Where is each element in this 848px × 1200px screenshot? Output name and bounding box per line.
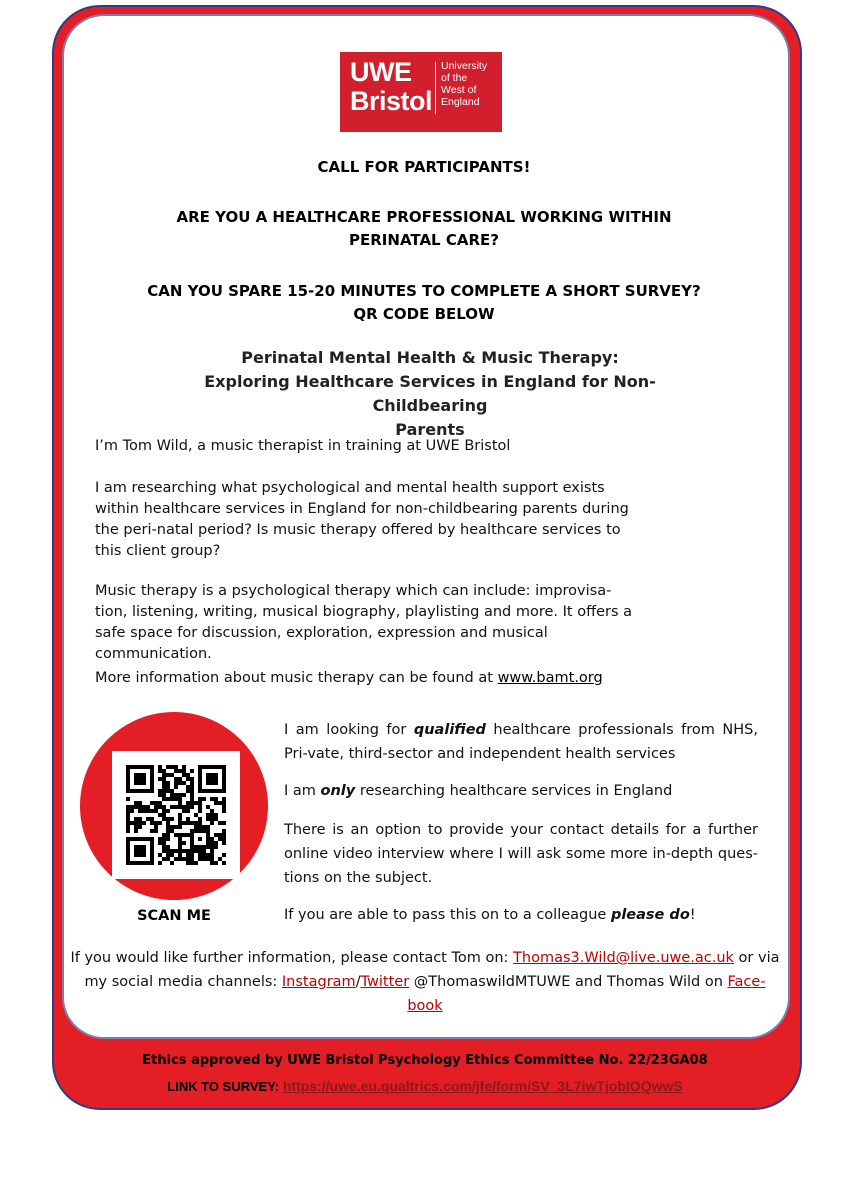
criteria-3: There is an option to provide your contact details for a further online video interview where I will ask some more in-depth ques-tions on the subject.	[284, 822, 758, 886]
question2-heading: CAN YOU SPARE 15-20 MINUTES TO COMPLETE A SHORT SURVEY? QR CODE BELOW	[147, 282, 701, 323]
logo-divider	[435, 62, 436, 114]
intro-paragraph-3: Music therapy is a psychological therapy which can include: improvisa-tion, listening, writing, musical biography, playlisting and more. It offers a safe space for discussion, exploration, expression and musical communication.	[95, 583, 633, 662]
logo-university: University of the West of England	[441, 60, 488, 108]
study-title: Perinatal Mental Health & Music Therapy: Exploring Healthcare Services in England for Non-Childbearing Parents	[204, 348, 656, 439]
call-heading: CALL FOR PARTICIPANTS!	[317, 158, 531, 176]
instagram-link[interactable]: Instagram	[281, 974, 356, 990]
ethics-statement: Ethics approved by UWE Bristol Psychology Ethics Committee No. 22/23GA08	[142, 1053, 708, 1068]
intro-paragraph-1: I’m Tom Wild, a music therapist in training at UWE Bristol	[95, 438, 511, 454]
survey-link[interactable]: https://uwe.eu.qualtrics.com/jfe/form/SV_3L7iwTjobIOQwwS	[282, 1078, 683, 1094]
facebook-link[interactable]: Face-book	[407, 974, 766, 1014]
qr-code[interactable]	[112, 751, 240, 879]
criteria-4: If you are able to pass this on to a colleague please do!	[284, 907, 696, 923]
email-link[interactable]: Thomas3.Wild@live.uwe.ac.uk	[513, 950, 734, 966]
intro-paragraph-2: I am researching what psychological and mental health support exists within healthcare services in England for non-childbearing parents during the peri-natal period? Is music therapy offered by healthcare services to this client group?	[95, 480, 629, 559]
contact-paragraph: If you would like further information, please contact Tom on: Thomas3.Wild@live.uwe.ac.uk or via my social media channels: Instagram/Twitter @ThomaswildMTUWE and Thomas Wild on Face-book	[70, 950, 780, 1014]
criteria-2: I am only researching healthcare services in England	[284, 783, 673, 799]
bamt-link[interactable]: www.bamt.org	[497, 670, 603, 686]
question1-heading: ARE YOU A HEALTHCARE PROFESSIONAL WORKING WITHIN PERINATAL CARE?	[176, 208, 672, 249]
intro-paragraph-4: More information about music therapy can be found at www.bamt.org	[95, 670, 603, 686]
survey-link-line: LINK TO SURVEY: https://uwe.eu.qualtrics.com/jfe/form/SV_3L7iwTjobIOQwwS	[167, 1078, 683, 1094]
scan-me-label: SCAN ME	[137, 908, 211, 924]
twitter-link[interactable]: Twitter	[360, 974, 410, 990]
logo-name: UWE Bristol	[350, 57, 433, 116]
uwe-bristol-logo	[340, 52, 502, 132]
criteria-1: I am looking for qualified healthcare professionals from NHS, Pri-vate, third-sector and independent health services	[284, 722, 758, 762]
qr-code-icon	[126, 765, 226, 865]
